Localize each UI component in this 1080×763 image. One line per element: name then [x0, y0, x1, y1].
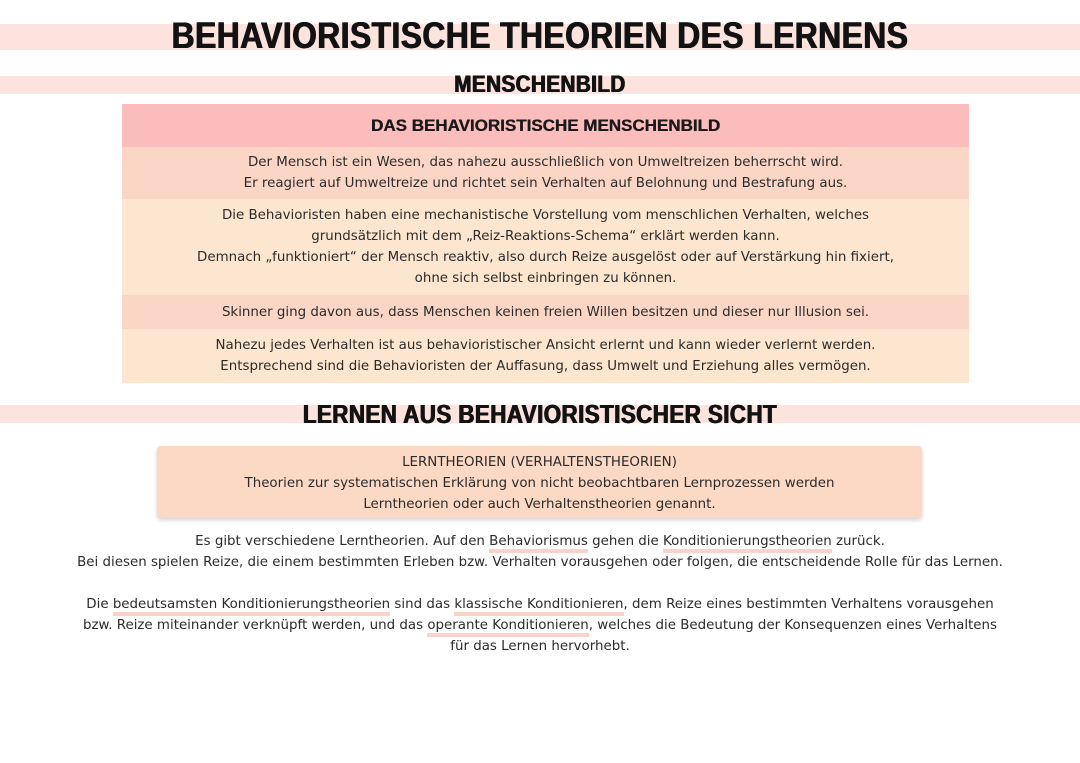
text-segment: Es gibt verschiedene Lerntheorien. Auf den [195, 534, 490, 549]
text-line: Der Mensch ist ein Wesen, das nahezu ausschließlich von Umweltreizen beherrscht wird. [247, 155, 844, 170]
text-line: Entsprechend sind die Behavioristen der Auffasung, dass Umwelt und Erziehung alles vermögen. [220, 359, 871, 374]
text-line: für das Lernen hervorhebt. [450, 639, 630, 654]
text-line: grundsätzlich mit dem „Reiz-Reaktions-Schema“ erklärt werden kann. [311, 229, 780, 244]
menschenbild-block-1 [122, 147, 969, 199]
text-line: Theorien zur systematischen Erklärung von nicht beobachtbaren Lernprozessen werden [244, 476, 835, 491]
text-line: Demnach „funktioniert“ der Mensch reaktiv, also durch Reize ausgelöst oder auf Verstärkung hin fixiert, [197, 250, 894, 265]
menschenbild-block-2 [122, 199, 969, 295]
text-line: Er reagiert auf Umweltreize und richtet sein Verhalten auf Belohnung und Bestrafung aus. [243, 176, 848, 191]
menschenbild-block-3 [122, 295, 969, 329]
section-title-menschenbild: MENSCHENBILD [454, 71, 626, 98]
section-title-lernen: LERNEN AUS BEHAVIORISTISCHER SICHT [302, 399, 778, 429]
highlight-behaviorismus: Behaviorismus [489, 534, 588, 553]
menschenbild-block-4 [122, 329, 969, 383]
text-line [0, 531, 1080, 552]
text-line [0, 615, 1080, 636]
paragraph-konditionierung [0, 594, 1080, 657]
text-segment: zurück. [831, 534, 885, 549]
lerntheorien-definition-card [157, 446, 922, 518]
text-line: Bei diesen spielen Reize, die einem bestimmten Erleben bzw. Verhalten vorausgehen oder folgen, die entscheidende Rolle für das Lernen. [77, 555, 1003, 570]
text-line: Die Behavioristen haben eine mechanistische Vorstellung vom menschlichen Verhalten, welches [221, 208, 870, 223]
text-segment: Die [86, 597, 113, 612]
text-line: ohne sich selbst einbringen zu können. [414, 271, 677, 286]
highlight-operante-konditionieren: operante Konditionieren [427, 618, 588, 637]
text-line: Nahezu jedes Verhalten ist aus behavioristischer Ansicht erlernt und kann wieder verlernt werden. [215, 338, 876, 353]
highlight-konditionierungstheorien: Konditionierungstheorien [663, 534, 832, 553]
highlight-bedeutsamsten: bedeutsamsten Konditionierungstheorien [113, 597, 390, 616]
text-segment: gehen die [587, 534, 664, 549]
text-line: Lerntheorien oder auch Verhaltenstheorien genannt. [363, 497, 716, 512]
text-segment: , dem Reize eines bestimmten Verhaltens vorausgehen [623, 597, 994, 612]
text-line [0, 594, 1080, 615]
page-title: BEHAVIORISTISCHE THEORIEN DES LERNENS [171, 15, 909, 56]
highlight-klassische-konditionieren: klassische Konditionieren [454, 597, 623, 616]
menschenbild-box-heading: DAS BEHAVIORISTISCHE MENSCHENBILD [122, 104, 969, 147]
text-segment: sind das [390, 597, 455, 612]
paragraph-lerntheorien [0, 531, 1080, 573]
card-heading: LERNTHEORIEN (VERHALTENSTHEORIEN) [402, 455, 677, 470]
text-line: Skinner ging davon aus, dass Menschen keinen freien Willen besitzen und dieser nur Illusion sei. [221, 305, 870, 320]
text-segment: bzw. Reize miteinander verknüpft werden, und das [82, 618, 428, 633]
text-segment: , welches die Bedeutung der Konsequenzen eines Verhaltens [588, 618, 998, 633]
